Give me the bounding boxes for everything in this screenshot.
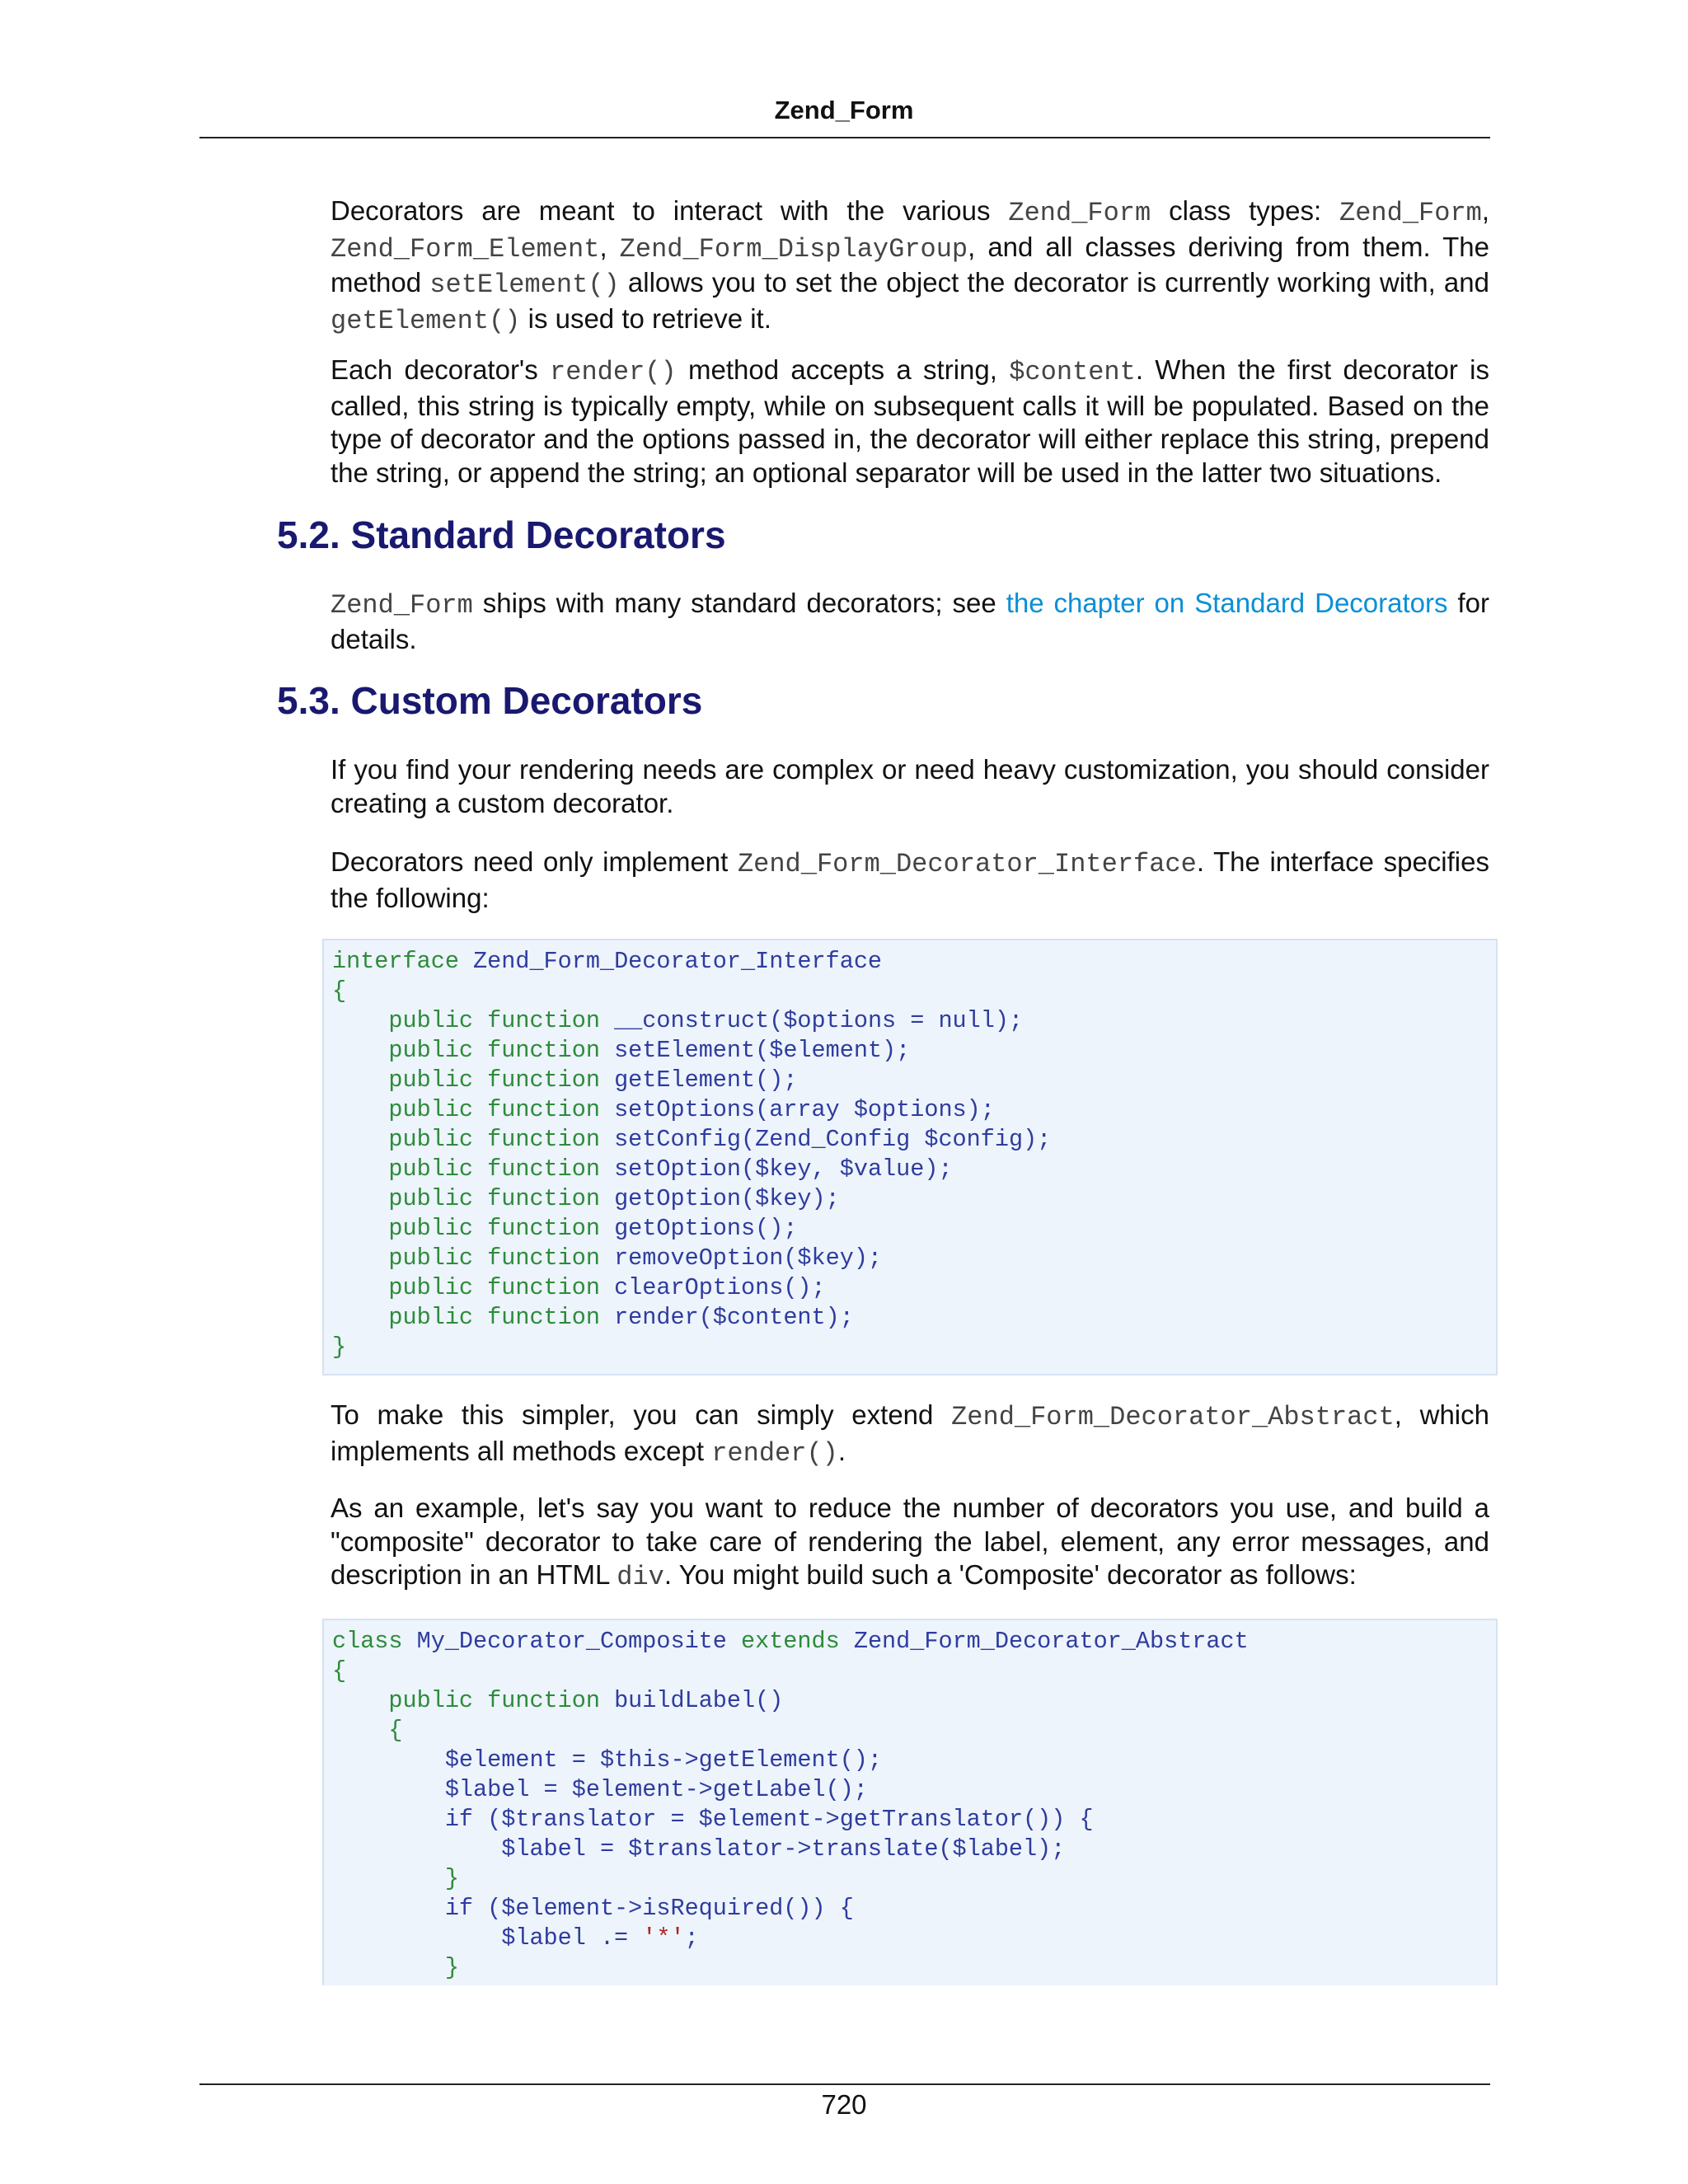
text: To make this simpler, you can simply extend	[331, 1399, 952, 1430]
code-args: ($options = null);	[769, 1007, 1024, 1034]
code-keyword: extends	[741, 1628, 840, 1655]
code-args: ();	[755, 1066, 798, 1094]
text: Decorators need only implement	[331, 846, 738, 877]
code-keyword: public function	[388, 1066, 600, 1094]
code-identifier: setOptions	[614, 1096, 756, 1123]
text: Each decorator's	[331, 354, 551, 385]
code-identifier: buildLabel()	[614, 1687, 784, 1714]
code-keyword: public function	[388, 1215, 600, 1242]
code-args: ();	[783, 1274, 826, 1301]
code-keyword: public function	[388, 1007, 600, 1034]
code-identifier: render	[614, 1304, 699, 1331]
intro-section	[331, 194, 1489, 338]
inline-code: Zend_Form_Decorator_Interface	[737, 849, 1197, 879]
code-identifier: __construct	[614, 1007, 770, 1034]
text: As an example, let's say you want to reduce the number of decorators you use, and build a "composite" decorator to take care of rendering the label, element, any error messages, and description in an HTML	[331, 1493, 1489, 1590]
custom-paragraph-1: If you find your rendering needs are complex or need heavy customization, you should consider creating a custom decorator.	[331, 754, 1489, 818]
code-keyword: public function	[388, 1687, 600, 1714]
code-keyword: public function	[388, 1304, 600, 1331]
custom-decorators-intro	[331, 753, 1489, 820]
text: for details.	[331, 588, 1489, 654]
code-args: ();	[755, 1215, 798, 1242]
code-identifier: My_Decorator_Composite	[416, 1628, 727, 1655]
custom-paragraph-4	[331, 1492, 1489, 1595]
inline-code: render()	[711, 1437, 838, 1469]
section-heading-standard-decorators: 5.2. Standard Decorators	[277, 513, 726, 556]
code-identifier: getElement	[614, 1066, 756, 1094]
inline-code: render()	[550, 357, 677, 387]
code-identifier: Zend_Form_Decorator_Abstract	[853, 1628, 1249, 1655]
code-line: $label = $translator->translate($label);	[501, 1835, 1066, 1863]
page-number: 720	[821, 2089, 867, 2120]
inline-code: setElement()	[429, 269, 620, 300]
code-identifier: setOption	[614, 1155, 742, 1183]
section-heading-custom-decorators: 5.3. Custom Decorators	[277, 679, 703, 722]
code-brace: {	[332, 1657, 347, 1685]
intro-paragraph-2	[331, 354, 1489, 490]
code-block-interface	[322, 939, 1498, 1376]
code-brace: {	[332, 977, 347, 1005]
code-line: $label = $element->getLabel();	[444, 1776, 868, 1803]
footer-rule	[199, 2083, 1490, 2085]
code-identifier: clearOptions	[614, 1274, 784, 1301]
text: Decorators are meant to interact with the various	[331, 195, 1009, 226]
text: allows you to set the object the decorator is currently working with, and	[619, 267, 1489, 298]
code-keyword: public function	[388, 1244, 600, 1272]
inline-code: getElement()	[331, 305, 521, 336]
code-args: ($key, $value);	[741, 1155, 953, 1183]
code-args: ($content);	[698, 1304, 854, 1331]
code-args: ($element);	[755, 1037, 911, 1064]
running-header: Zend_Form	[774, 96, 914, 124]
code-args: (Zend_Config $config);	[741, 1126, 1052, 1153]
code-keyword: public function	[388, 1274, 600, 1301]
text: .	[837, 1435, 846, 1466]
inline-code: $content	[1009, 357, 1136, 387]
text: ships with many standard decorators; see	[472, 588, 1006, 618]
code-identifier: setElement	[614, 1037, 756, 1064]
code-identifier: getOptions	[614, 1215, 756, 1242]
inline-code: Zend_Form_Element	[331, 233, 600, 265]
text: , and all classes deriving from them. The method	[331, 231, 1489, 298]
code-brace: {	[388, 1717, 403, 1744]
code-keyword: public function	[388, 1126, 600, 1153]
custom-paragraph-3	[331, 1399, 1489, 1470]
code-brace: }	[332, 1333, 347, 1361]
code-identifier: getOption	[614, 1185, 742, 1212]
inline-code: div	[617, 1562, 664, 1592]
standard-decorators-section	[331, 587, 1489, 656]
code-keyword: public function	[388, 1037, 600, 1064]
code-identifier: setConfig	[614, 1126, 742, 1153]
inline-code: Zend_Form	[1008, 198, 1151, 228]
code-args: ($key);	[783, 1244, 883, 1272]
code-keyword: public function	[388, 1155, 600, 1183]
custom-decorators-abstract-text	[331, 1399, 1489, 1470]
text: ,	[599, 231, 620, 262]
code-keyword: interface	[332, 948, 459, 975]
code-args: ($key);	[741, 1185, 840, 1212]
code-keyword: public function	[388, 1185, 600, 1212]
code-args: (array $options);	[755, 1096, 995, 1123]
code-line: $label .=	[501, 1924, 643, 1952]
code-keyword: class	[332, 1628, 403, 1655]
text: method accepts a string,	[676, 354, 1010, 385]
text: . The interface specifies the following:	[331, 846, 1489, 913]
code-line: $element = $this->getElement();	[444, 1746, 883, 1774]
intro-paragraph-1	[331, 194, 1489, 338]
inline-code: Zend_Form	[1339, 198, 1482, 228]
code-identifier: removeOption	[614, 1244, 784, 1272]
code-line: if ($element->isRequired()) {	[444, 1895, 854, 1922]
code-identifier: Zend_Form_Decorator_Interface	[473, 948, 883, 975]
text: . You might build such a 'Composite' decorator as follows:	[663, 1559, 1357, 1590]
header-rule	[199, 137, 1490, 138]
inline-code: Zend_Form_Decorator_Abstract	[951, 1402, 1395, 1432]
code-keyword: public function	[388, 1096, 600, 1123]
text: ,	[1481, 195, 1490, 226]
text: is used to retrieve it.	[520, 302, 771, 334]
inline-code: Zend_Form	[331, 590, 473, 621]
text: class types:	[1151, 195, 1340, 226]
custom-decorators-example-text	[331, 1492, 1489, 1595]
custom-paragraph-2	[331, 846, 1489, 915]
code-string: '*'	[642, 1924, 685, 1952]
inline-code: Zend_Form_DisplayGroup	[619, 233, 968, 265]
code-brace: }	[444, 1954, 459, 1981]
custom-decorators-interface-text	[331, 846, 1489, 915]
code-line: if ($translator = $element->getTranslator()) {	[444, 1806, 1094, 1833]
text: . When the first decorator is called, this string is typically empty, while on subsequent calls it will be populated. Based on the type of decorator and the options passed in, the decorator will either replace this string, prepend the string, or append the string; an optional separator will be used in the latter two situations.	[331, 354, 1489, 488]
standard-decorators-link[interactable]: the chapter on Standard Decorators	[1006, 588, 1448, 618]
code-line: ;	[684, 1924, 699, 1952]
code-brace: }	[444, 1865, 459, 1892]
code-block-composite	[322, 1619, 1498, 1985]
text: , which implements all methods except	[331, 1399, 1489, 1466]
intro-section-2	[331, 354, 1489, 490]
standard-decorators-paragraph	[331, 587, 1489, 656]
